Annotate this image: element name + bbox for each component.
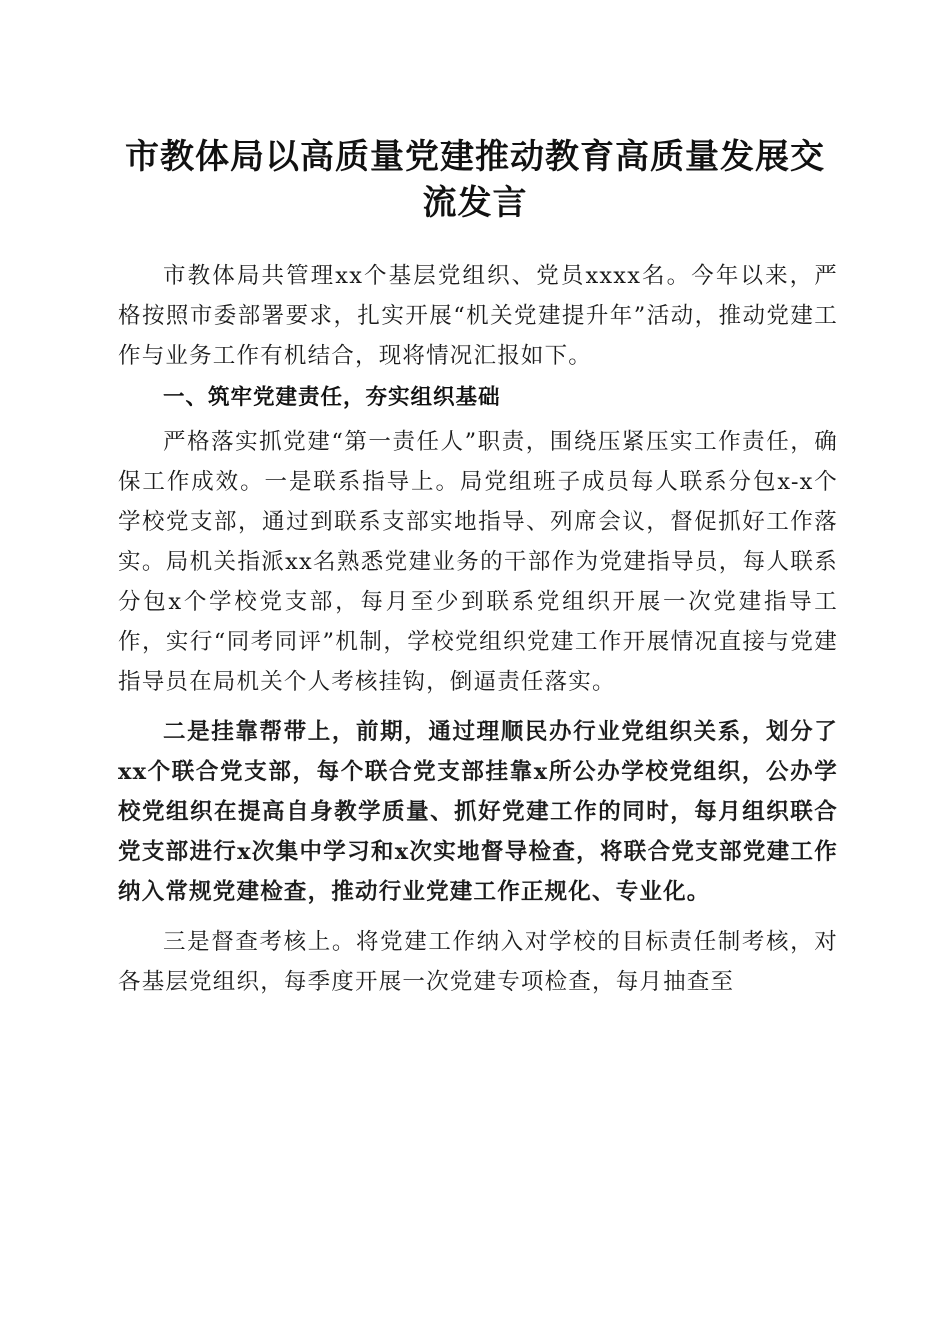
document-body bbox=[118, 256, 838, 1002]
body-paragraph-3: 三是督查考核上。将党建工作纳入对学校的目标责任制考核，对各基层党组织，每季度开展一次党建专项检查，每月抽查至 bbox=[118, 929, 838, 995]
document-title: 市教体局以高质量党建推动教育高质量发展交流发言 bbox=[125, 137, 825, 223]
intro-paragraph: 市教体局共管理xx个基层党组织、党员xxxx名。今年以来，严格按照市委部署要求，扎实开展“机关党建提升年”活动，推动党建工作与业务工作有机结合，现将情况汇报如下。 bbox=[118, 263, 838, 369]
section-heading-1: 一、筑牢党建责任，夯实组织基础 bbox=[163, 385, 501, 410]
body-paragraph-1: 严格落实抓党建“第一责任人”职责，围绕压紧压实工作责任，确保工作成效。一是联系指导上。局党组班子成员每人联系分包x-x个学校党支部，通过到联系支部实地指导、列席会议，督促抓好工作落实。局机关指派xx名熟悉党建业务的干部作为党建指导员，每人联系分包x个学校党支部，每月至少到联系党组织开展一次党建指导工作，实行“同考同评”机制，学校党组织党建工作开展情况直接与党建指导员在局机关个人考核挂钩，倒逼责任落实。 bbox=[118, 429, 838, 695]
body-paragraph-2: 二是挂靠帮带上，前期，通过理顺民办行业党组织关系，划分了xx个联合党支部，每个联合党支部挂靠x所公办学校党组织，公办学校党组织在提高自身教学质量、抓好党建工作的同时，每月组织联合党支部进行x次集中学习和x次实地督导检查，将联合党支部党建工作纳入常规党建检查，推动行业党建工作正规化、专业化。 bbox=[118, 719, 838, 905]
